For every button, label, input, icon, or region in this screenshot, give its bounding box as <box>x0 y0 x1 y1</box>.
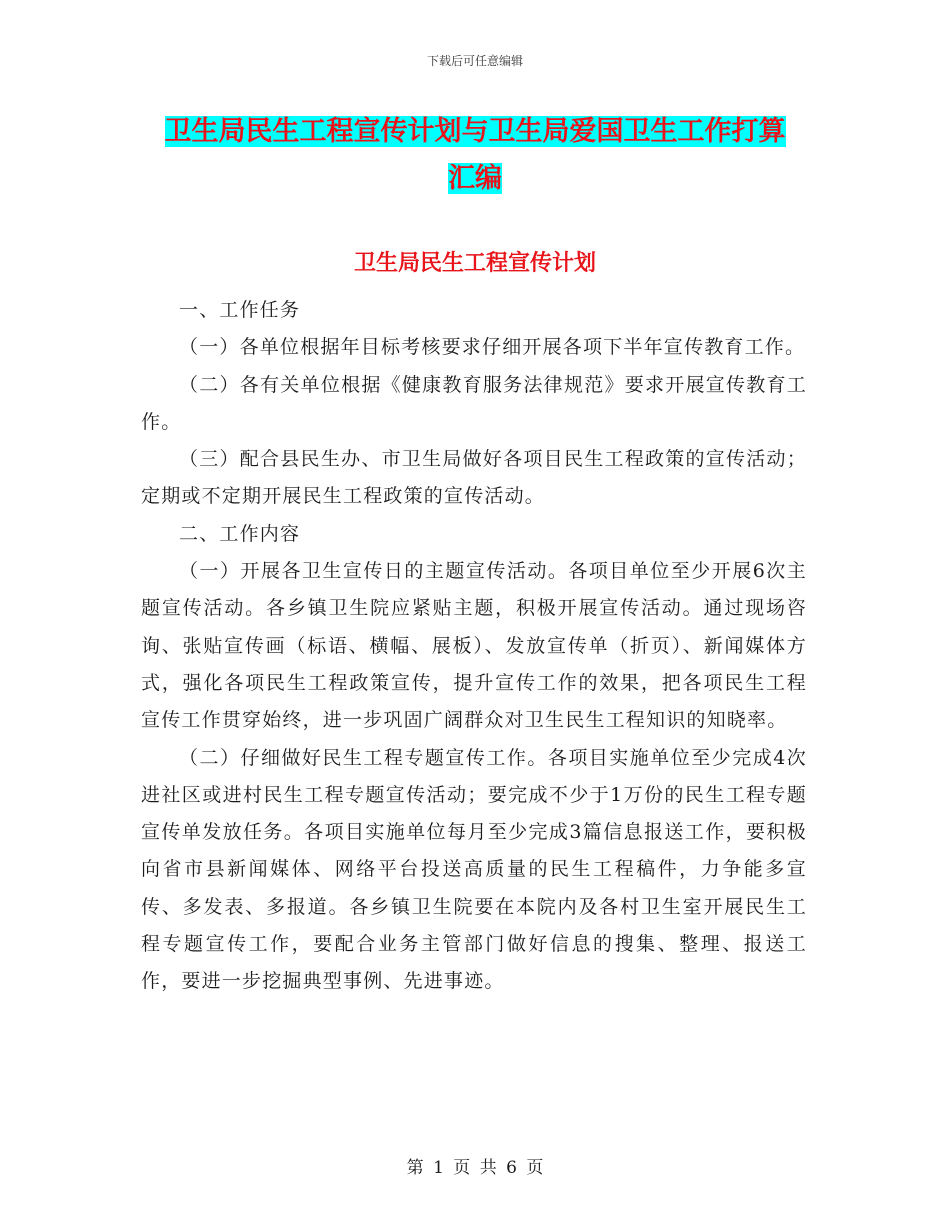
paragraph: （一）各单位根据年目标考核要求仔细开展各项下半年宣传教育工作。 <box>179 336 806 359</box>
paragraph: 二、工作内容 <box>179 522 301 545</box>
document-title <box>140 108 810 202</box>
body-text <box>141 292 807 1001</box>
title-line-1: 卫生局民生工程宣传计划与卫生局爱国卫生工作打算 <box>164 116 786 147</box>
paragraph: （二）各有关单位根据《健康教育服务法律规范》要求开展宣传教育工作。 <box>141 373 807 433</box>
title-line-2: 汇编 <box>448 163 502 194</box>
header-note: 下载后可任意编辑 <box>426 54 523 68</box>
paragraph: （三）配合县民生办、市卫生局做好各项目民生工程政策的宣传活动；定期或不定期开展民生工程政策的宣传活动。 <box>141 448 807 508</box>
paragraph: 一、工作任务 <box>179 299 301 321</box>
paragraph: （二）仔细做好民生工程专题宣传工作。各项目实施单位至少完成4次进社区或进村民生工程专题宣传活动；要完成不少于1万份的民生工程专题宣传单发放任务。各项目实施单位每月至少完成3篇信息报送工作，要积极向省市县新闻媒体、网络平台投送高质量的民生工程稿件，力争能多宣传、多发表、多报道。各乡镇卫生院要在本院内及各村卫生室开展民生工程专题宣传工作，要配合业务主管部门做好信息的搜集、整理、报送工作，要进一步挖掘典型事例、先进事迹。 <box>141 746 807 993</box>
section-title: 卫生局民生工程宣传计划 <box>353 251 596 276</box>
page-footer: 第 1 页 共 6 页 <box>406 1158 544 1178</box>
paragraph: （一）开展各卫生宣传日的主题宣传活动。各项目单位至少开展6次主题宣传活动。各乡镇卫生院应紧贴主题，积极开展宣传活动。通过现场咨询、张贴宣传画（标语、横幅、展板）、发放宣传单（折页）、新闻媒体方式，强化各项民生工程政策宣传，提升宣传工作的效果，把各项民生工程宣传工作贯穿始终，进一步巩固广阔群众对卫生民生工程知识的知晓率。 <box>141 560 807 732</box>
